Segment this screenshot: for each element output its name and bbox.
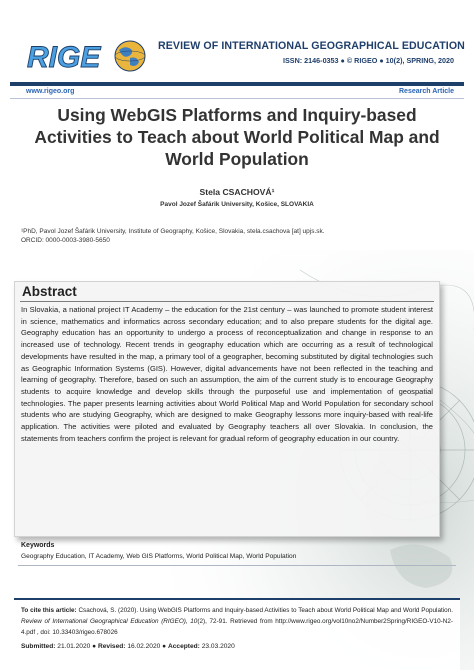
orcid[interactable]: ORCID: 0000-0003-3980-5650	[21, 237, 110, 244]
article-title	[20, 104, 454, 170]
citation-journal: Review of International Geographical Education (RIGEO), 10	[21, 617, 198, 625]
publication-dates	[21, 643, 235, 650]
citation-footer	[14, 598, 460, 670]
author-affiliation: Pavol Jozef Šafárik University, Košice, SLOVAKIA	[160, 201, 314, 208]
title-line-2: Activities to Teach about World Political Map and	[34, 127, 440, 147]
title-line-3: World Population	[165, 149, 309, 169]
citation-text	[21, 606, 453, 638]
citation-authors: Csachová, S. (2020). Using WebGIS Platforms and Inquiry-based Activities to Teach about World Political Map and World Population.	[78, 607, 453, 614]
keywords-list: Geography Education, IT Academy, Web GIS Platforms, World Political Map, World Population	[21, 553, 297, 560]
header-divider	[10, 82, 464, 86]
accepted-label: Accepted:	[168, 643, 200, 650]
revised-date: 16.02.2020	[127, 643, 161, 650]
submitted-label: Submitted:	[21, 643, 56, 650]
date-separator: ●	[92, 643, 97, 650]
revised-label: Revised:	[97, 643, 126, 650]
abstract-box	[14, 281, 440, 537]
abstract-heading: Abstract	[22, 284, 77, 299]
keywords-label: Keywords	[21, 542, 55, 549]
author-details	[21, 227, 451, 245]
date-separator: ●	[162, 643, 167, 650]
keywords-divider	[18, 565, 456, 566]
accepted-date: 23.03.2020	[201, 643, 235, 650]
citation-label: To cite this article:	[21, 607, 77, 614]
rigeo-logo	[26, 36, 148, 76]
header-thin-divider	[10, 98, 464, 99]
author-name: Stela CSACHOVÁ¹	[199, 187, 275, 197]
citation-issue-link[interactable]: (2), 72-91. Retrieved from http://www.rigeo.org/vol10no2/Number2Spring/RIGEO-V10-N2-4.pdf , doi: 10.33403/rigeo.678026	[21, 617, 453, 636]
svg-text:RIGE: RIGE	[27, 41, 101, 74]
affiliation-full-text: ¹PhD, Pavol Jozef Šafárik University, Institute of Geography, Košice, Slovakia, stela.csachova [at] upjs.sk.	[21, 228, 325, 235]
article-type-label: Research Article	[399, 88, 454, 95]
issn-line: ISSN: 2146-0353 ● © RIGEO ● 10(2), SPRING, 2020	[283, 56, 454, 65]
abstract-divider	[20, 301, 434, 302]
website-link[interactable]: www.rigeo.org	[26, 88, 75, 95]
submitted-date: 21.01.2020	[57, 643, 91, 650]
journal-title: REVIEW OF INTERNATIONAL GEOGRAPHICAL EDUCATION	[158, 40, 465, 52]
abstract-text: In Slovakia, a national project IT Academy – the education for the 21st century – was launched to promote student interest in science, mathematics and informatics across secondary education; and to also prepare students for the digital age. Geography education has an opportunity to undergo a process of reconceptualization and change in response to an increased use of technology. Recent trends in geography education which are occurring as a result of technological developments have resulted in the map, a primary tool of a geographer, becoming substituted by digital technologies such as Geographic Information Systems (GIS). However, digital advancements have not been reflected in the teaching and learning of geography. Therefore, based on such an assumption, the aim of the current study is to encourage Geography students to acquire knowledge and develop skills through the purposeful use and implementation of geospatial technologies. The paper presents learning activities about World Political Map and World Population for secondary school students who are studying Geography, which are designed to make Geography lessons more inquiry-based with real-life application. The activities were piloted and evaluated by Geography teachers all over Slovakia. In conclusion, the statements from teachers confirm the project is relevant for gradual reform of geography education in our country.	[21, 305, 433, 443]
title-line-1: Using WebGIS Platforms and Inquiry-based	[57, 105, 417, 125]
